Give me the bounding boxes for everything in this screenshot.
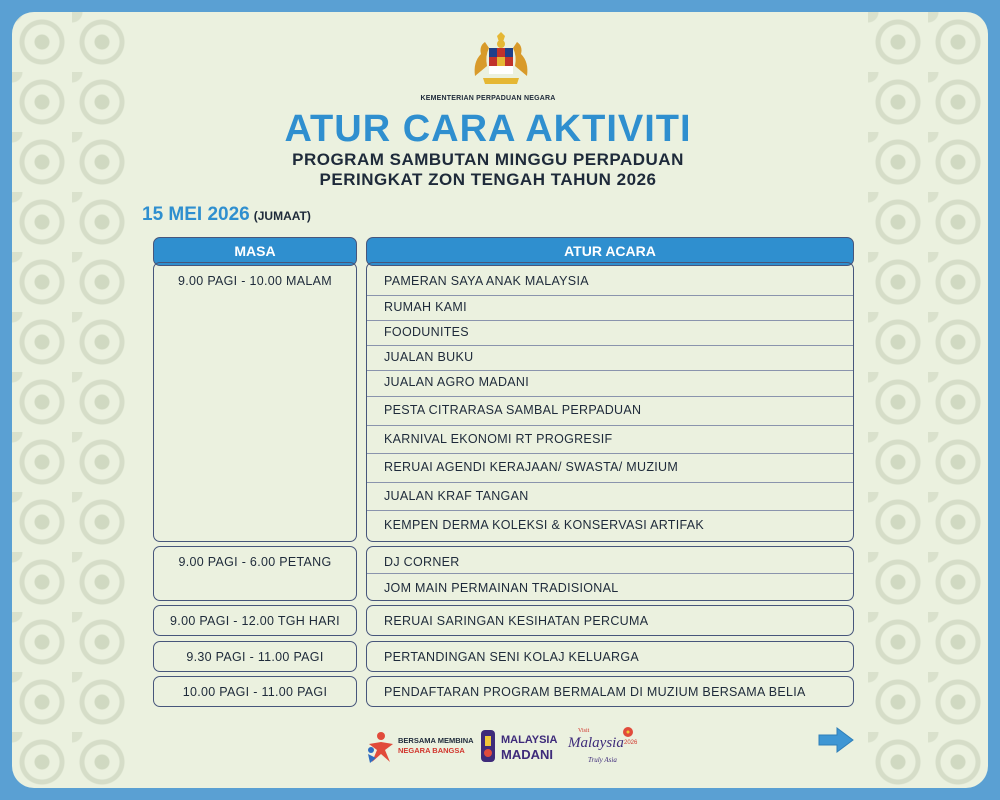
hibiscus-icon — [622, 726, 634, 738]
activity-item: PENDAFTARAN PROGRAM BERMALAM DI MUZIUM BERSAMA BELIA — [384, 685, 806, 699]
row-divider — [367, 396, 853, 397]
row-divider — [367, 510, 853, 511]
atur-acara-header: ATUR ACARA — [366, 237, 854, 266]
masa-time-3: 9.00 PAGI - 12.00 TGH HARI — [170, 614, 340, 628]
logo3-year: 2026 — [624, 740, 638, 746]
logo3-visit: Visit — [578, 728, 590, 734]
visit-malaysia-logo — [566, 726, 646, 770]
masa-header: MASA — [153, 237, 357, 266]
malaysia-crest-icon — [469, 32, 533, 88]
masa-cell-group-1 — [153, 262, 357, 542]
row-divider — [367, 320, 853, 321]
activity-item: KARNIVAL EKONOMI RT PROGRESIF — [384, 432, 613, 446]
malaysia-madani-logo — [477, 730, 562, 768]
logo2-line1: MALAYSIA — [501, 734, 558, 746]
event-date — [142, 204, 311, 226]
activity-item: PERTANDINGAN SENI KOLAJ KELUARGA — [384, 650, 640, 664]
activity-item: RERUAI AGENDI KERAJAAN/ SWASTA/ MUZIUM — [384, 460, 679, 474]
activity-item: DJ CORNER — [384, 555, 460, 569]
date-text: 15 MEI 2026 — [142, 204, 250, 225]
logo3-tagline: Truly Asia — [588, 756, 617, 764]
page-title: ATUR CARA AKTIVITI — [284, 108, 692, 150]
row-divider — [367, 370, 853, 371]
row-divider — [367, 453, 853, 454]
row-divider — [367, 482, 853, 483]
row-divider — [367, 573, 853, 574]
row-divider — [367, 345, 853, 346]
subtitle-line-1: PROGRAM SAMBUTAN MINGGU PERPADUAN — [292, 150, 684, 169]
logo3-malaysia: Malaysia — [568, 735, 624, 751]
logo1-line2: NEGARA BANGSA — [398, 746, 465, 755]
logo2-line2: MADANI — [501, 747, 553, 762]
activity-item: JUALAN AGRO MADANI — [384, 375, 530, 389]
activity-item: RUMAH KAMI — [384, 300, 467, 314]
bersama-membina-logo — [366, 728, 476, 768]
activity-item: KEMPEN DERMA KOLEKSI & KONSERVASI ARTIFAK — [384, 518, 705, 532]
activity-item: JUALAN KRAF TANGAN — [384, 489, 529, 503]
row-divider — [367, 295, 853, 296]
masa-time-4: 9.30 PAGI - 11.00 PAGI — [186, 650, 324, 664]
madani-hand-icon — [477, 730, 499, 764]
logo1-line1: BERSAMA MEMBINA — [398, 736, 474, 745]
activity-item: JUALAN BUKU — [384, 350, 474, 364]
activity-item: PESTA CITRARASA SAMBAL PERPADUAN — [384, 403, 642, 417]
people-figure-icon — [366, 730, 396, 764]
masa-time-5: 10.00 PAGI - 11.00 PAGI — [182, 685, 328, 699]
ministry-name: KEMENTERIAN PERPADUAN NEGARA — [420, 95, 556, 102]
activity-item: PAMERAN SAYA ANAK MALAYSIA — [384, 274, 589, 288]
row-divider — [367, 425, 853, 426]
masa-time-1: 9.00 PAGI - 10.00 MALAM — [178, 274, 332, 288]
activity-item: RERUAI SARINGAN KESIHATAN PERCUMA — [384, 614, 649, 628]
subtitle-line-2: PERINGKAT ZON TENGAH TAHUN 2026 — [319, 170, 657, 189]
masa-time-2: 9.00 PAGI - 6.00 PETANG — [178, 555, 332, 569]
day-text: (JUMAAT) — [253, 209, 311, 223]
arrow-right-icon[interactable] — [817, 727, 855, 753]
activity-item: FOODUNITES — [384, 325, 469, 339]
activity-item: JOM MAIN PERMAINAN TRADISIONAL — [384, 581, 619, 595]
